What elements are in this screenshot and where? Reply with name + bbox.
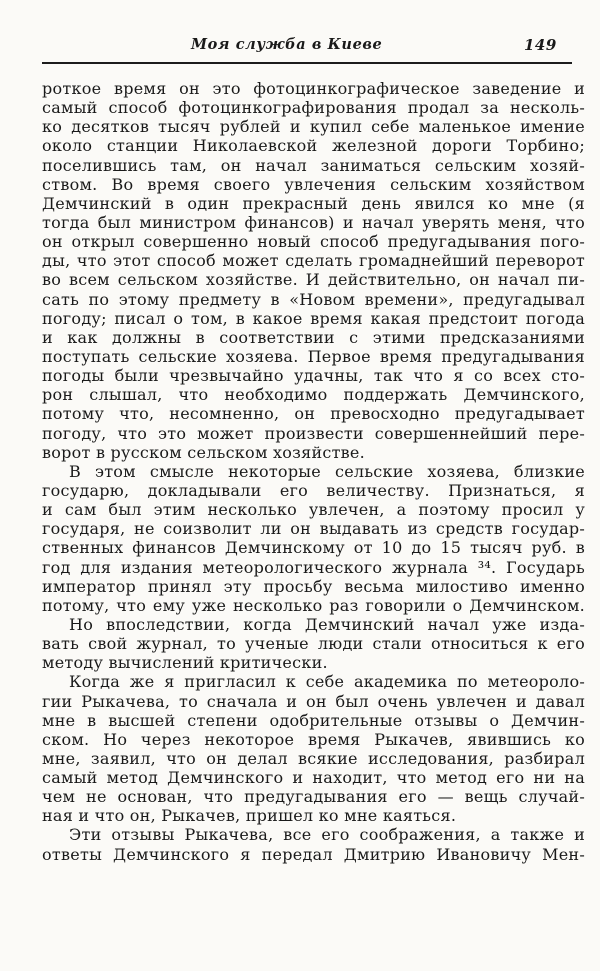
text-line: рон слышал, что необходимо поддержать Демчинского, xyxy=(42,385,585,405)
text-line: самый способ фотоцинкографирования продал за несколь- xyxy=(42,98,585,118)
text-line: чем не основан, что предугадывания его — вещь случай- xyxy=(42,787,585,807)
text-line: ответы Демчинского я передал Дмитрию Ивановичу Мен- xyxy=(42,844,585,864)
text-line: погоду; писал о том, в какое время какая предстоит погода xyxy=(42,308,585,328)
text-line: поселившись там, он начал заниматься сельским хозяй- xyxy=(42,155,585,175)
text-line: и как должны в соответствии с этими предсказаниями xyxy=(42,327,585,347)
text-line: Эти отзывы Рыкачева, все его соображения, а также и xyxy=(69,825,585,845)
page-number: 149 xyxy=(524,36,557,54)
text-line: погоду, что это может произвести совершеннейший пере- xyxy=(42,423,585,443)
page-header xyxy=(0,36,600,58)
text-line: во всем сельском хозяйстве. И действительно, он начал пи- xyxy=(42,270,585,290)
text-line: ды, что этот способ может сделать громаднейший переворот xyxy=(42,251,585,271)
text-line: В этом смысле некоторые сельские хозяева, близкие xyxy=(69,461,585,481)
text-line: ском. Но через некоторое время Рыкачев, явившись ко xyxy=(42,729,585,749)
text-line: роткое время он это фотоцинкографическое заведение и xyxy=(42,79,585,98)
text-line: ная и что он, Рыкачев, пришел ко мне каяться. xyxy=(42,806,457,826)
text-line: методу вычислений критически. xyxy=(42,653,328,673)
text-line: мне, заявил, что он делал всякие исследования, разбирал xyxy=(42,748,585,768)
text-line: он открыл совершенно новый способ предугадывания пого- xyxy=(42,232,585,252)
text-line: ством. Во время своего увлечения сельским хозяйством xyxy=(42,174,585,194)
text-line: и сам был этим несколько увлечен, а поэтому просил у xyxy=(42,500,585,520)
text-line: около станции Николаевской железной дороги Торбино; xyxy=(42,136,585,156)
body-text xyxy=(42,79,585,864)
text-line: погоды были чрезвычайно удачны, так что я со всех сто- xyxy=(42,366,585,386)
text-line: Демчинский в один прекрасный день явился ко мне (я xyxy=(42,193,585,213)
text-line: тогда был министром финансов) и начал уверять меня, что xyxy=(42,212,585,232)
header-rule xyxy=(42,62,572,64)
running-title: Моя служба в Киеве xyxy=(191,36,383,53)
text-line: ко десятков тысяч рублей и купил себе маленькое имение xyxy=(42,117,585,137)
text-line: Но впоследствии, когда Демчинский начал уже изда- xyxy=(69,614,585,634)
text-line: государя, не соизволит ли он выдавать из средств государ- xyxy=(42,519,585,539)
text-line: год для издания метеорологического журнала ³⁴. Государь xyxy=(42,557,585,577)
text-line: Когда же я пригласил к себе академика по метеороло- xyxy=(69,672,585,692)
text-line: государю, докладывали его величеству. Признаться, я xyxy=(42,480,585,500)
text-line: гии Рыкачева, то сначала и он был очень увлечен и давал xyxy=(42,691,585,711)
text-line: император принял эту просьбу весьма милостиво именно xyxy=(42,576,585,596)
text-line: мне в высшей степени одобрительные отзывы о Демчин- xyxy=(42,710,585,730)
text-line: сать по этому предмету в «Новом времени», предугадывал xyxy=(42,289,585,309)
text-line: ворот в русском сельском хозяйстве. xyxy=(42,442,365,462)
text-line: потому что, несомненно, он превосходно предугадывает xyxy=(42,404,585,424)
text-line: ственных финансов Демчинскому от 10 до 15 тысяч руб. в xyxy=(42,538,585,558)
text-line: поступать сельские хозяева. Первое время предугадывания xyxy=(42,346,585,366)
text-line: вать свой журнал, то ученые люди стали относиться к его xyxy=(42,634,585,654)
text-line: самый метод Демчинского и находит, что метод его ни на xyxy=(42,768,585,788)
text-line: потому, что ему уже несколько раз говорили о Демчинском. xyxy=(42,595,585,615)
